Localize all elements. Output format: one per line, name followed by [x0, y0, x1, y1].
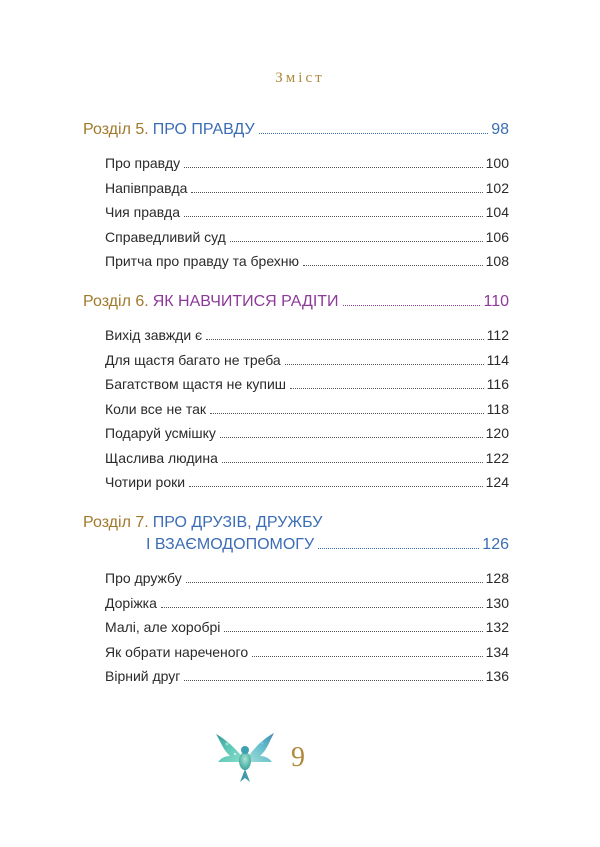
toc-entry[interactable]	[105, 249, 509, 274]
entry-title: Про правду	[105, 155, 181, 171]
chapter-title: ПРО ПРАВДУ	[152, 121, 255, 138]
entry-title: Притча про правду та брехню	[105, 253, 300, 269]
chapter-heading[interactable]	[83, 512, 509, 534]
dot-leader	[230, 240, 483, 242]
toc-entry[interactable]	[105, 151, 509, 176]
entry-title: Коли все не так	[105, 400, 207, 417]
entry-page: 116	[486, 376, 509, 392]
entry-page: 130	[485, 594, 509, 611]
entry-list	[83, 323, 509, 495]
toc-entry[interactable]	[105, 421, 509, 446]
entry-page: 132	[485, 619, 509, 635]
entry-title: Подаруй усмішку	[105, 425, 216, 441]
page-footer	[213, 728, 305, 788]
dot-leader	[303, 264, 483, 266]
chapter-heading[interactable]	[83, 119, 509, 141]
dot-leader	[252, 655, 483, 657]
chapter-6	[83, 291, 509, 495]
dot-leader	[184, 679, 482, 681]
toc-entry[interactable]	[105, 225, 509, 250]
entry-page: 108	[485, 253, 509, 269]
chapter-heading-continued[interactable]	[83, 534, 509, 556]
chapter-heading[interactable]	[83, 291, 509, 313]
page-number: 9	[291, 742, 305, 773]
dot-leader	[210, 412, 484, 414]
dot-leader	[343, 304, 481, 306]
entry-page: 122	[485, 449, 509, 466]
toc-entry[interactable]	[105, 397, 509, 422]
entry-page: 102	[485, 179, 509, 196]
toc-entry[interactable]	[105, 640, 509, 665]
entry-title: Чия правда	[105, 204, 181, 220]
toc-entry[interactable]	[105, 200, 509, 225]
chapter-5	[83, 119, 509, 274]
entry-page: 100	[485, 155, 509, 171]
entry-title: Доріжка	[105, 594, 157, 611]
toc-entry[interactable]	[105, 566, 509, 591]
dot-leader	[318, 547, 479, 549]
entry-title: Справедливий суд	[105, 228, 226, 245]
entry-page: 114	[486, 351, 509, 368]
dot-leader	[220, 436, 483, 438]
entry-page: 118	[486, 400, 509, 417]
dot-leader	[290, 387, 484, 389]
toc-entry[interactable]	[105, 591, 509, 616]
entry-title: Вірний друг	[105, 668, 181, 684]
entry-title: Напівправда	[105, 179, 188, 196]
chapter-title-line2: І ВЗАЄМОДОПОМОГУ	[146, 536, 315, 553]
entry-title: Багатством щастя не купиш	[105, 376, 287, 392]
chapter-7	[83, 512, 509, 689]
entry-page: 134	[485, 643, 509, 660]
entry-page: 106	[485, 228, 509, 245]
entry-page: 120	[485, 425, 509, 441]
entry-title: Малі, але хоробрі	[105, 619, 221, 635]
entry-title: Чотири роки	[105, 474, 186, 490]
entry-page: 112	[486, 327, 509, 343]
dot-leader	[224, 630, 482, 632]
dot-leader	[259, 132, 489, 134]
dot-leader	[161, 606, 483, 608]
entry-title: Вихід завжди є	[105, 327, 203, 343]
toc-entry[interactable]	[105, 348, 509, 373]
toc-entry[interactable]	[105, 323, 509, 348]
entry-page: 136	[485, 668, 509, 684]
dot-leader	[285, 363, 484, 365]
dot-leader	[206, 338, 483, 340]
entry-title: Щаслива людина	[105, 449, 218, 466]
toc-entry[interactable]	[105, 372, 509, 397]
bird-icon	[213, 728, 277, 788]
toc-entry[interactable]	[105, 176, 509, 201]
toc-entry[interactable]	[105, 664, 509, 689]
chapter-prefix: Розділ 5.	[83, 121, 149, 138]
entry-page: 124	[485, 474, 509, 490]
toc-entry[interactable]	[105, 615, 509, 640]
entry-title: Як обрати нареченого	[105, 643, 249, 660]
entry-title: Для щастя багато не треба	[105, 351, 281, 368]
chapter-prefix: Розділ 6.	[83, 293, 149, 310]
toc-entry[interactable]	[105, 470, 509, 495]
dot-leader	[189, 485, 483, 487]
chapter-page: 126	[482, 536, 509, 553]
chapter-page: 110	[483, 293, 509, 310]
dot-leader	[184, 166, 483, 168]
dot-leader	[186, 581, 483, 583]
toc-entry[interactable]	[105, 446, 509, 471]
chapter-title: ЯК НАВЧИТИСЯ РАДІТИ	[152, 293, 339, 310]
page-title: Зміст	[275, 70, 325, 86]
entry-page: 104	[485, 204, 509, 220]
dot-leader	[184, 215, 483, 217]
entry-page: 128	[485, 570, 509, 586]
chapter-page: 98	[491, 121, 509, 138]
chapter-prefix: Розділ 7.	[83, 514, 149, 531]
entry-list	[83, 151, 509, 274]
entry-title: Про дружбу	[105, 570, 182, 586]
chapter-title: ПРО ДРУЗІВ, ДРУЖБУ	[152, 514, 323, 531]
dot-leader	[222, 461, 483, 463]
entry-list	[83, 566, 509, 689]
dot-leader	[191, 191, 482, 193]
